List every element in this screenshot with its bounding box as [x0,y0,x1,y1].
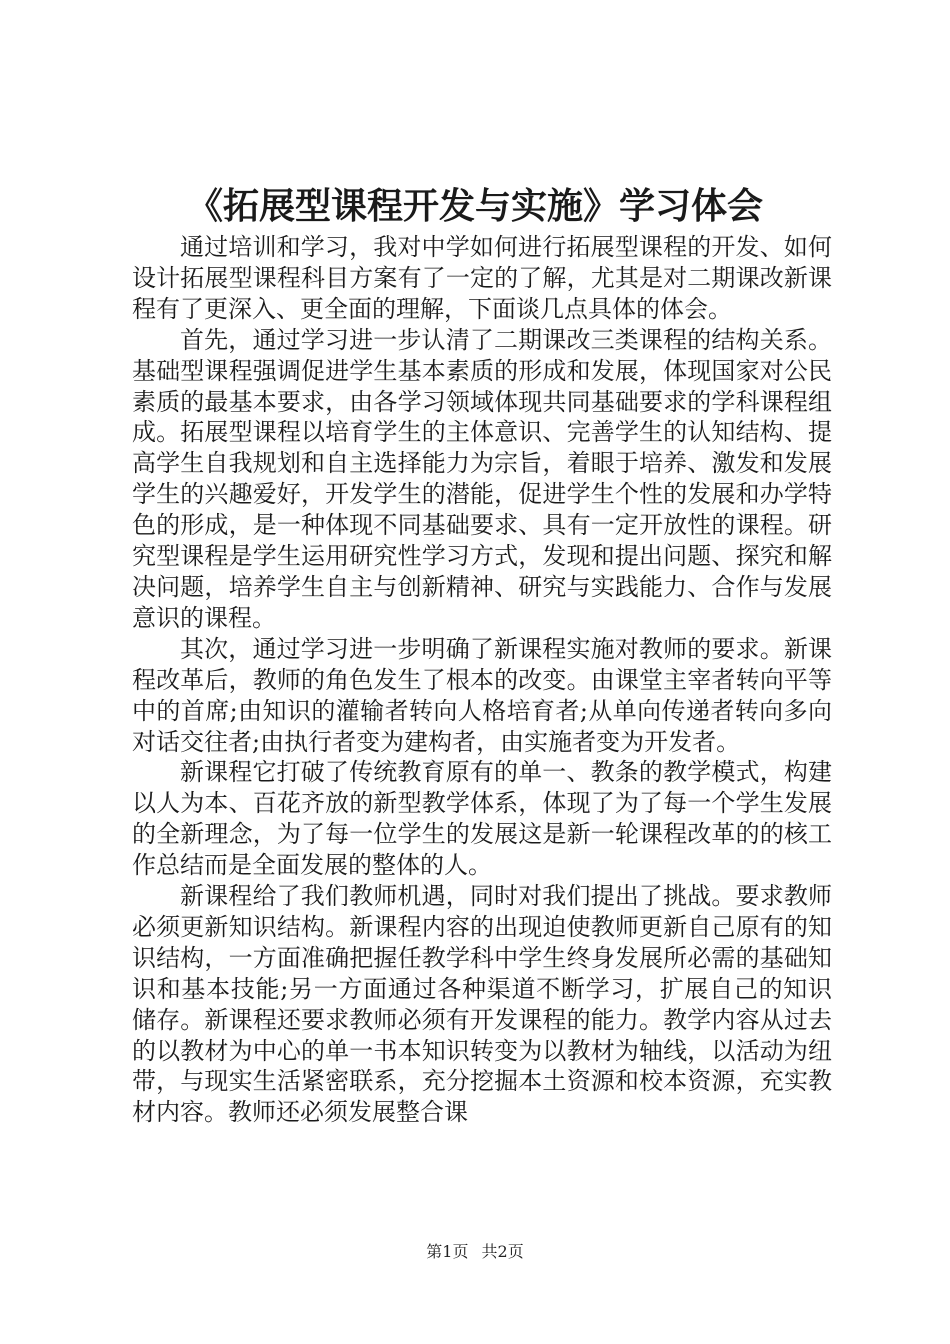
paragraph-2: 首先，通过学习进一步认清了二期课改三类课程的结构关系。基础型课程强调促进学生基本素质的形成和发展，体现国家对公民素质的最基本要求，由各学习领域体现共同基础要求的学科课程组成。拓展型课程以培育学生的主体意识、完善学生的认知结构、提高学生自我规划和自主选择能力为宗旨，着眼于培养、激发和发展学生的兴趣爱好，开发学生的潜能，促进学生个性的发展和办学特色的形成，是一种体现不同基础要求、具有一定开放性的课程。研究型课程是学生运用研究性学习方式，发现和提出问题、探究和解决问题，培养学生自主与创新精神、研究与实践能力、合作与发展意识的课程。 [132,325,832,632]
page-number: 第1页 [426,1242,469,1261]
page-total: 共2页 [481,1242,524,1261]
document-title: 《拓展型课程开发与实施》学习体会 [186,185,763,227]
page-footer [0,1240,950,1264]
paragraph-1: 通过培训和学习，我对中学如何进行拓展型课程的开发、如何设计拓展型课程科目方案有了一定的了解，尤其是对二期课改新课程有了更深入、更全面的理解，下面谈几点具体的体会。 [132,233,832,323]
paragraph-5: 新课程给了我们教师机遇，同时对我们提出了挑战。要求教师必须更新知识结构。新课程内容的出现迫使教师更新自己原有的知识结构，一方面准确把握任教学科中学生终身发展所必需的基础知识和基本技能;另一方面通过各种渠道不断学习，扩展自己的知识储存。新课程还要求教师必须有开发课程的能力。教学内容从过去的以教材为中心的单一书本知识转变为以教材为轴线，以活动为纽带，与现实生活紧密联系，充分挖掘本土资源和校本资源，充实教材内容。教师还必须发展整合课 [132,882,832,1127]
document-body [132,232,832,1128]
paragraph-3: 其次，通过学习进一步明确了新课程实施对教师的要求。新课程改革后，教师的角色发生了根本的改变。由课堂主宰者转向平等中的首席;由知识的灌输者转向人格培育者;从单向传递者转向多向对话交往者;由执行者变为建构者，由实施者变为开发者。 [132,634,832,756]
paragraph-4: 新课程它打破了传统教育原有的单一、教条的教学模式，构建以人为本、百花齐放的新型教学体系，体现了为了每一个学生发展的全新理念，为了每一位学生的发展这是新一轮课程改革的的核工作总结而是全面发展的整体的人。 [132,758,832,880]
